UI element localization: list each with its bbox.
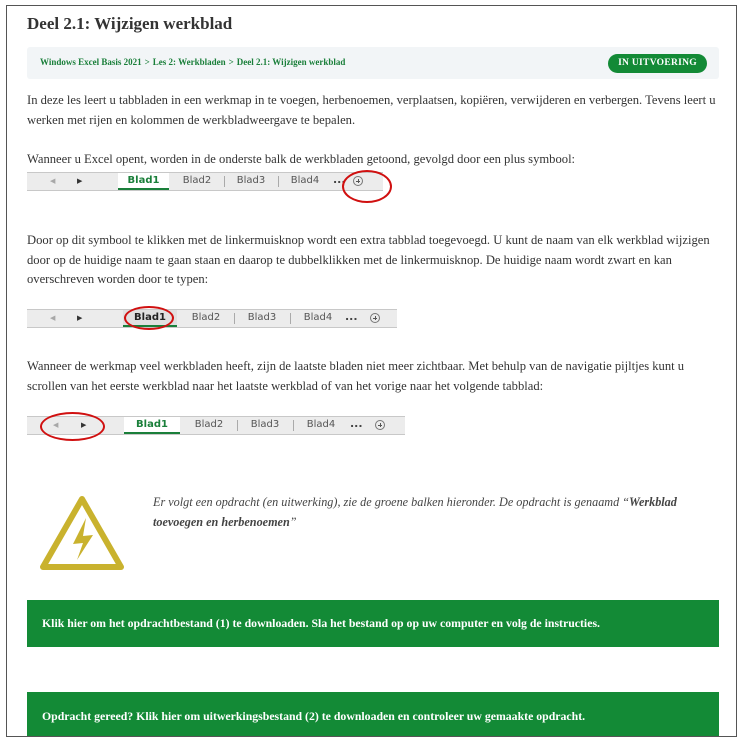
breadcrumb-course[interactable]: Windows Excel Basis 2021 bbox=[40, 57, 142, 67]
sheet-tab-blad3[interactable]: Blad3 bbox=[250, 419, 280, 430]
sheet-tab-blad4[interactable]: Blad4 bbox=[306, 419, 336, 430]
assignment-notice bbox=[153, 492, 713, 532]
next-sheet-arrow-icon[interactable]: ▶ bbox=[77, 314, 83, 322]
sheet-tab-bar-3 bbox=[27, 416, 405, 435]
sheet-tab-blad4[interactable]: Blad4 bbox=[303, 312, 333, 323]
prev-sheet-arrow-icon[interactable]: ◀ bbox=[50, 314, 56, 322]
navigation-paragraph: Wanneer de werkmap veel werkbladen heeft, zijn de laatste bladen niet meer zichtbaar. Met behulp van de navigatie pijltjes kunt u scrollen van het eerste werkblad naar het laatste werkblad of van het vorige naar het volgende tabblad: bbox=[27, 359, 685, 393]
more-sheets-ellipsis[interactable]: ... bbox=[350, 417, 363, 430]
breadcrumb-separator: > bbox=[144, 57, 150, 67]
breadcrumb-lesson[interactable]: Les 2: Werkbladen bbox=[152, 57, 226, 67]
sheet-tab-blad2[interactable]: Blad2 bbox=[182, 175, 212, 186]
download-assignment-button[interactable]: Klik hier om het opdrachtbestand (1) te downloaden. Sla het bestand op op uw computer en volg de instructies. bbox=[27, 600, 719, 647]
sheet-tab-blad1[interactable]: Blad1 bbox=[118, 173, 169, 190]
more-sheets-ellipsis[interactable]: ... bbox=[333, 173, 346, 186]
sheet-tab-blad2[interactable]: Blad2 bbox=[194, 419, 224, 430]
page-title: Deel 2.1: Wijzigen werkblad bbox=[27, 14, 233, 33]
prev-sheet-arrow-icon[interactable]: ◀ bbox=[53, 421, 59, 429]
add-sheet-plus-icon[interactable] bbox=[370, 313, 380, 323]
breadcrumb-current: Deel 2.1: Wijzigen werkblad bbox=[236, 57, 346, 67]
sheet-tab-blad3[interactable]: Blad3 bbox=[247, 312, 277, 323]
high-voltage-warning-icon bbox=[39, 494, 125, 572]
add-sheet-plus-icon[interactable] bbox=[353, 176, 363, 186]
intro-paragraph: In deze les leert u tabbladen in een werkmap in te voegen, herbenoemen, verplaatsen, kopiëren, verwijderen en verbergen. Tevens leert u werken met rijen en kolommen de werkbladweergave te bepalen. bbox=[27, 93, 716, 127]
breadcrumb-bar bbox=[27, 47, 719, 79]
sheet-tab-blad1[interactable]: Blad1 bbox=[124, 417, 180, 434]
sheet-tab-blad1-editing[interactable]: Blad1 bbox=[123, 310, 177, 327]
notice-close-quote: ” bbox=[289, 515, 297, 529]
lesson-page bbox=[6, 5, 737, 737]
breadcrumb-separator: > bbox=[228, 57, 234, 67]
rename-paragraph: Door op dit symbool te klikken met de linkermuisknop wordt een extra tabblad toegevoegd. U kunt de naam van elk werkblad wijzigen door op de huidige naam te gaan staan en daarop te dubbelklikken met de linkermuisknop. De huidige naam wordt zwart en kan overschreven worden door te typen: bbox=[27, 233, 710, 286]
download-solution-button[interactable]: Opdracht gereed? Klik hier om uitwerkingsbestand (2) te downloaden en controleer uw gemaakte opdracht. bbox=[27, 692, 719, 737]
sheet-tab-blad2[interactable]: Blad2 bbox=[191, 312, 221, 323]
prev-sheet-arrow-icon[interactable]: ◀ bbox=[50, 177, 56, 185]
sheet-tab-bar-1 bbox=[27, 172, 383, 191]
more-sheets-ellipsis[interactable]: ... bbox=[345, 310, 358, 323]
sheet-tab-blad3[interactable]: Blad3 bbox=[236, 175, 266, 186]
assignment-name: Werkblad toevoegen en herbenoemen bbox=[153, 495, 677, 529]
plus-symbol-paragraph: Wanneer u Excel opent, worden in de onderste balk de werkbladen getoond, gevolgd door een plus symbool: bbox=[27, 152, 576, 166]
next-sheet-arrow-icon[interactable]: ▶ bbox=[77, 177, 83, 185]
notice-text: Er volgt een opdracht (en uitwerking), zie de groene balken hieronder. De opdracht is genaamd “ bbox=[153, 495, 630, 509]
sheet-tab-bar-2 bbox=[27, 309, 397, 328]
next-sheet-arrow-icon[interactable]: ▶ bbox=[81, 421, 87, 429]
sheet-tab-blad4[interactable]: Blad4 bbox=[290, 175, 320, 186]
breadcrumb bbox=[40, 57, 345, 67]
status-badge: IN UITVOERING bbox=[608, 54, 707, 73]
add-sheet-plus-icon[interactable] bbox=[375, 420, 385, 430]
